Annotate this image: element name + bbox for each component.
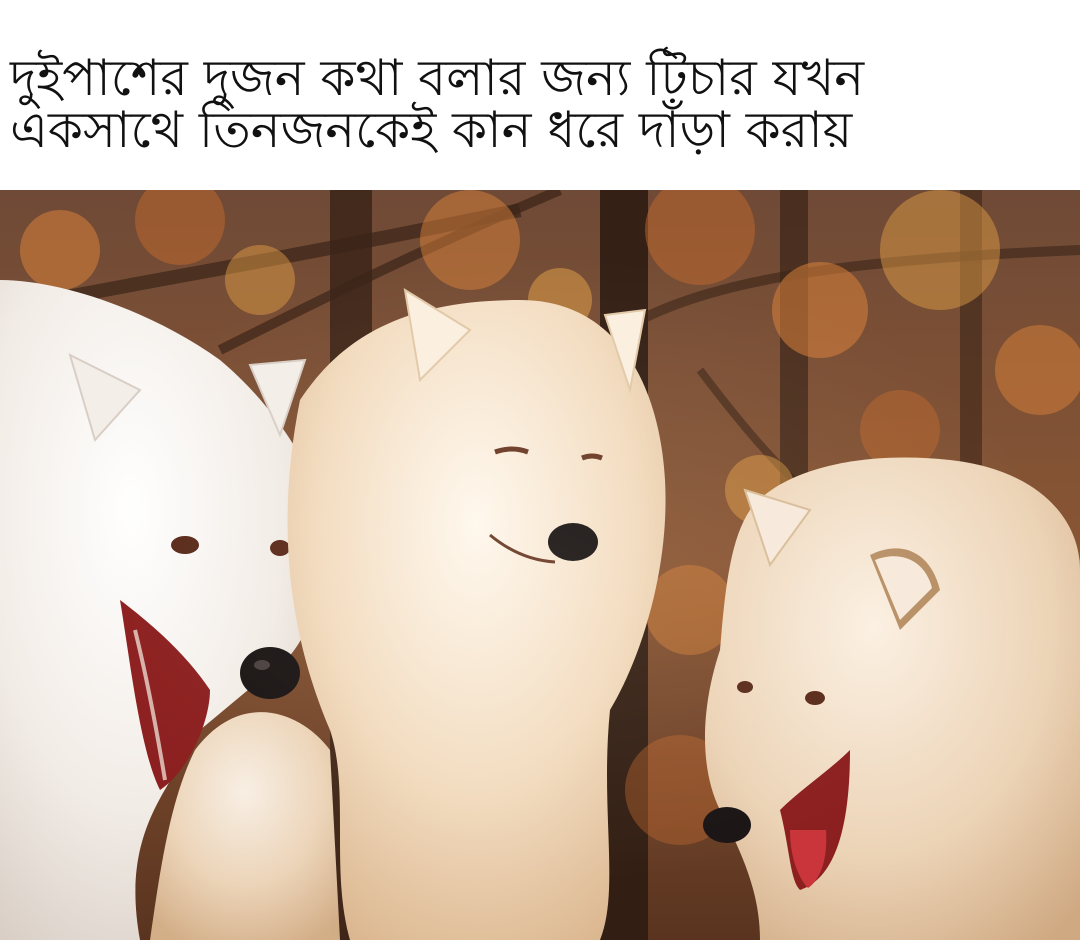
warm-light-overlay xyxy=(20,250,1060,890)
meme-caption xyxy=(0,0,1080,190)
wolves-photo xyxy=(0,190,1080,940)
caption-line-1: দুইপাশের দুজন কথা বলার জন্য টিচার যখন xyxy=(10,49,865,107)
caption-line-2: একসাথে তিনজনকেই কান ধরে দাঁড়া করায় xyxy=(10,101,853,159)
wolves-illustration xyxy=(0,190,1080,940)
